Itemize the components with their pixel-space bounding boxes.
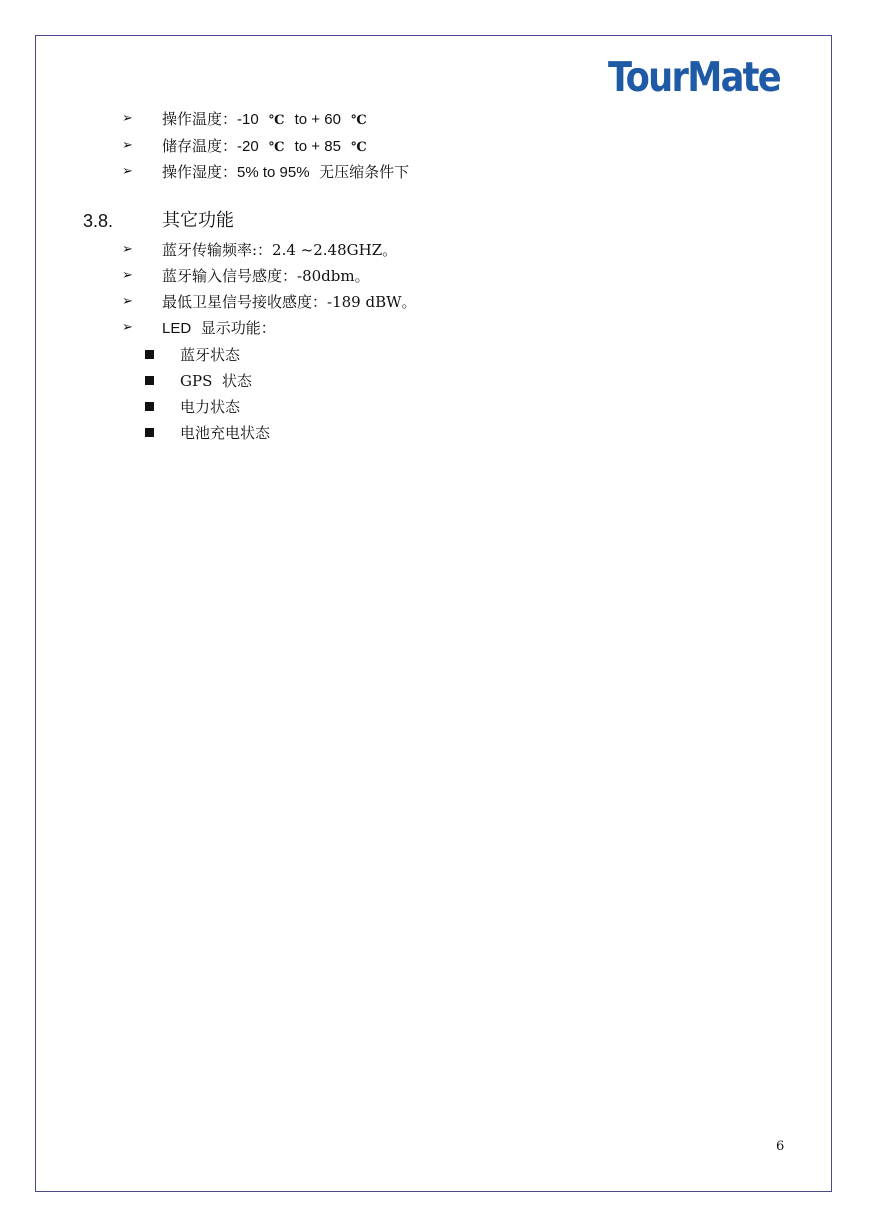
feature-text: 最低卫星信号接收感度：-189 dBW。: [162, 293, 417, 311]
celsius-symbol: ℃: [268, 140, 285, 155]
square-bullet-icon: [145, 402, 154, 411]
section-title: 其它功能: [162, 210, 234, 231]
arrow-bullet-icon: ➢: [122, 164, 133, 179]
arrow-bullet-icon: ➢: [122, 320, 133, 335]
spec-note: 无压缩条件下: [319, 163, 410, 181]
page-number: 6: [776, 1139, 785, 1154]
led-prefix: LED: [162, 320, 192, 337]
spec-value: to + 60: [290, 111, 346, 128]
spec-value: 5% to 95%: [237, 164, 310, 181]
spec-label: 储存温度：: [162, 137, 238, 155]
section-number: 3.8.: [83, 211, 114, 231]
arrow-bullet-icon: ➢: [122, 242, 133, 257]
led-item-text: 电力状态: [180, 398, 241, 416]
spec-value: -10: [237, 111, 263, 128]
led-label: 显示功能：: [200, 319, 276, 337]
led-item-text: 蓝牙状态: [180, 346, 241, 364]
spec-value: -20: [237, 138, 263, 155]
feature-text: 蓝牙输入信号感度：-80dbm。: [162, 267, 370, 285]
celsius-symbol: ℃: [268, 113, 285, 128]
feature-text: 蓝牙传输频率:：2.4 ~2.48GHZ。: [162, 241, 398, 259]
square-bullet-icon: [145, 350, 154, 359]
arrow-bullet-icon: ➢: [122, 111, 133, 126]
page-border: [35, 35, 832, 1192]
square-bullet-icon: [145, 376, 154, 385]
arrow-bullet-icon: ➢: [122, 294, 133, 309]
arrow-bullet-icon: ➢: [122, 138, 133, 153]
square-bullet-icon: [145, 428, 154, 437]
arrow-bullet-icon: ➢: [122, 268, 133, 283]
led-item-text: GPS 状态: [180, 372, 252, 390]
celsius-symbol: ℃: [351, 140, 367, 155]
spec-label: 操作温度：: [162, 110, 238, 128]
tourmate-logo: TourMate: [608, 53, 780, 101]
spec-value: to + 85: [290, 138, 346, 155]
spec-label: 操作湿度：: [162, 163, 238, 181]
led-item-text: 电池充电状态: [180, 424, 271, 442]
celsius-symbol: ℃: [351, 113, 367, 128]
